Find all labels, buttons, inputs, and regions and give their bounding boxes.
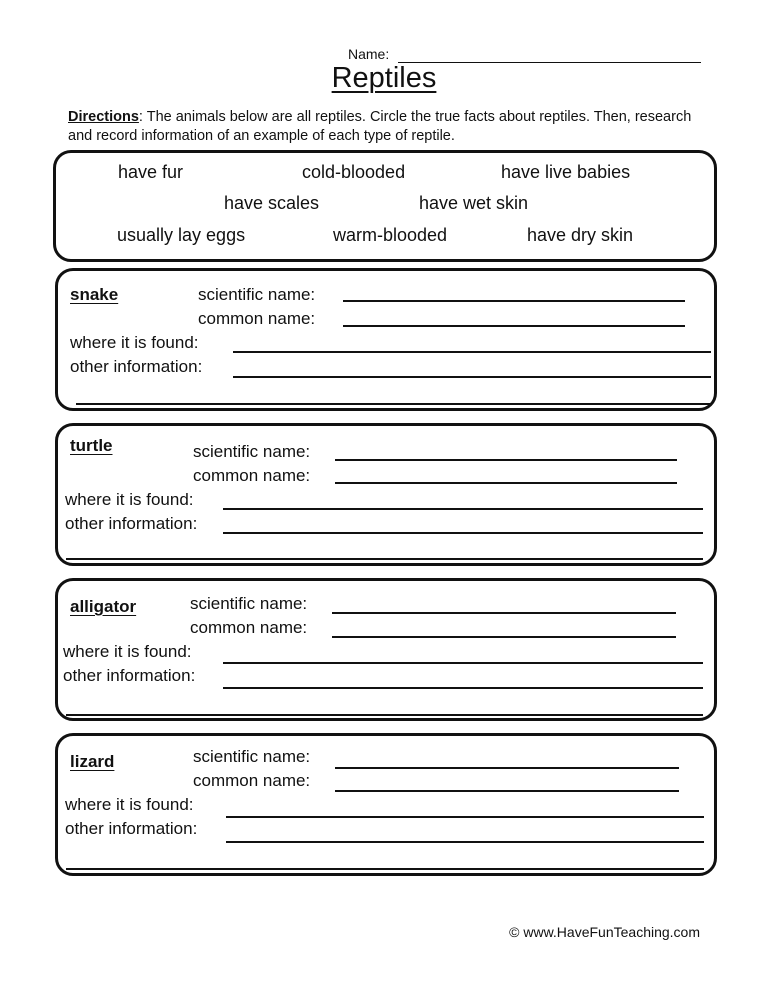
fact-option[interactable]: warm-blooded: [333, 225, 448, 245]
animal-card-alligator: [55, 578, 717, 721]
other-info-line-2[interactable]: [66, 558, 703, 560]
fact-option[interactable]: have live babies: [501, 162, 631, 182]
other-info-label: other information:: [70, 357, 203, 376]
facts-box: [53, 150, 717, 262]
animal-name: snake: [70, 285, 119, 304]
scientific-name-line[interactable]: [332, 612, 676, 614]
other-info-label: other information:: [65, 514, 198, 533]
common-name-label: common name:: [190, 618, 308, 637]
other-info-line-2[interactable]: [66, 714, 703, 716]
fact-option[interactable]: have fur: [118, 162, 184, 182]
where-found-label: where it is found:: [65, 795, 194, 814]
common-name-line[interactable]: [335, 790, 679, 792]
animal-name: lizard: [70, 752, 115, 771]
where-found-label: where it is found:: [63, 642, 192, 661]
where-found-line[interactable]: [226, 816, 704, 818]
common-name-line[interactable]: [335, 482, 677, 484]
common-name-label: common name:: [193, 466, 311, 485]
other-info-line-2[interactable]: [66, 868, 704, 870]
where-found-line[interactable]: [233, 351, 711, 353]
directions: [68, 108, 708, 146]
fact-option[interactable]: have wet skin: [419, 193, 529, 213]
fact-option[interactable]: have scales: [224, 193, 320, 213]
page-title: Reptiles: [331, 62, 437, 94]
scientific-name-line[interactable]: [343, 300, 685, 302]
fact-option[interactable]: usually lay eggs: [117, 225, 246, 245]
animal-card-snake: [55, 268, 717, 411]
directions-text: : The animals below are all reptiles. Circle the true facts about reptiles. Then, research and record information of an example of each type of reptile.: [68, 109, 692, 144]
animal-name: alligator: [70, 597, 137, 616]
copyright-footer: © www.HaveFunTeaching.com: [509, 924, 700, 940]
scientific-name-label: scientific name:: [198, 285, 316, 304]
common-name-line[interactable]: [332, 636, 676, 638]
directions-label: Directions: [68, 109, 139, 125]
common-name-label: common name:: [198, 309, 316, 328]
other-info-line[interactable]: [223, 687, 703, 689]
common-name-line[interactable]: [343, 325, 685, 327]
animal-name: turtle: [70, 436, 113, 455]
scientific-name-line[interactable]: [335, 767, 679, 769]
animal-card-lizard: [55, 733, 717, 876]
scientific-name-label: scientific name:: [190, 594, 308, 613]
other-info-line[interactable]: [226, 841, 704, 843]
fact-option[interactable]: cold-blooded: [302, 162, 406, 182]
animal-card-turtle: [55, 423, 717, 566]
where-found-label: where it is found:: [65, 490, 194, 509]
other-info-line[interactable]: [223, 532, 703, 534]
where-found-line[interactable]: [223, 508, 703, 510]
other-info-line[interactable]: [233, 376, 711, 378]
where-found-label: where it is found:: [70, 333, 199, 352]
scientific-name-label: scientific name:: [193, 747, 311, 766]
where-found-line[interactable]: [223, 662, 703, 664]
other-info-label: other information:: [65, 819, 198, 838]
scientific-name-line[interactable]: [335, 459, 677, 461]
fact-option[interactable]: have dry skin: [527, 225, 634, 245]
other-info-line-2[interactable]: [76, 403, 711, 405]
common-name-label: common name:: [193, 771, 311, 790]
other-info-label: other information:: [63, 666, 196, 685]
scientific-name-label: scientific name:: [193, 442, 311, 461]
name-label: Name:: [348, 46, 390, 62]
